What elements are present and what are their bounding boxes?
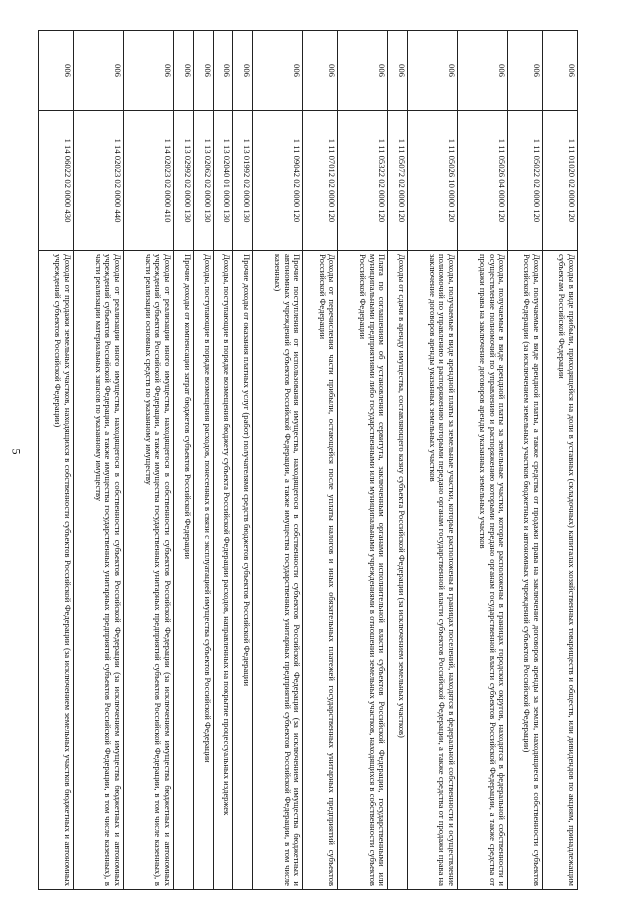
admin-code-cell: 006 — [39, 31, 74, 111]
admin-code-cell: 006 — [338, 31, 388, 111]
revenue-code-cell: 1 11 01020 02 0000 120 — [543, 111, 578, 251]
table-row — [338, 31, 388, 890]
table-row — [174, 31, 194, 890]
table-body — [39, 31, 578, 890]
revenue-name-cell: Доходы, поступающие в порядке возмещения бюджету субъекта Российской Федерации расходов, направленных на покрытие процессуальных издержек — [213, 251, 233, 890]
revenue-code-cell: 1 11 05026 10 0000 120 — [408, 111, 458, 251]
revenue-code-cell: 1 13 02040 01 0000 130 — [213, 111, 233, 251]
table-row — [303, 31, 338, 890]
table-row — [253, 31, 303, 890]
table-row — [233, 31, 253, 890]
admin-code-cell: 006 — [303, 31, 338, 111]
revenue-code-cell: 1 13 02992 02 0000 130 — [174, 111, 194, 251]
revenue-name-cell: Доходы от реализации иного имущества, находящегося в собственности субъектов Российской Федерации (за исключением имущества бюджетных и автономных учреждений субъектов Российской Федерации, а также имущества государственных унитарных предприятий субъектов Российской Федерации, в том числе казенных), в части реализации основных средств по указанному имуществу — [124, 251, 174, 890]
admin-code-cell: 006 — [458, 31, 508, 111]
revenue-code-cell: 1 11 05022 02 0000 120 — [508, 111, 543, 251]
admin-code-cell: 006 — [388, 31, 408, 111]
admin-code-cell: 006 — [124, 31, 174, 111]
admin-code-cell: 006 — [193, 31, 213, 111]
table-row — [213, 31, 233, 890]
admin-code-cell: 006 — [408, 31, 458, 111]
document-page — [38, 30, 578, 890]
revenue-code-cell: 1 14 02023 02 0000 410 — [124, 111, 174, 251]
revenue-name-cell: Доходы, получаемые в виде арендной платы за земельные участки, которые расположены в границах поселений, находятся в федеральной собственности и осуществление полномочий по управлению и распоряжению которыми передано органам государственной власти субъектов Российской Федерации, а также средства от продажи права на заключение договоров аренды указанных земельных участков — [408, 251, 458, 890]
revenue-code-cell: 1 14 06022 02 0000 430 — [39, 111, 74, 251]
revenue-name-cell: Доходы от реализации иного имущества, находящегося в собственности субъектов Российской Федерации (за исключением имущества бюджетных и автономных учреждений субъектов Российской Федерации, а также имущества государственных унитарных предприятий субъектов Российской Федерации, в том числе казенных), в части реализации материальных запасов по указанному имуществу — [73, 251, 123, 890]
table-row — [73, 31, 123, 890]
admin-code-cell: 006 — [543, 31, 578, 111]
table-row — [388, 31, 408, 890]
revenue-name-cell: Доходы, получаемые в виде арендной платы за земельные участки, которые расположены в границах городских округов, находятся в федеральной собственности и осуществление полномочий по управлению и распоряжению которыми передано органам государственной власти субъектов Российской Федерации, а также средства от продажи права на заключение договоров аренды указанных земельных участков — [458, 251, 508, 890]
page-number: 5 — [9, 448, 24, 455]
revenue-name-cell: Доходы от перечисления части прибыли, остающейся после уплаты налогов и иных обязательных платежей государственных унитарных предприятий субъектов Российской Федерации — [303, 251, 338, 890]
revenue-name-cell: Доходы, получаемые в виде арендной платы, а также средства от продажи права на заключение договоров аренды за земли, находящиеся в собственности субъектов Российской Федерации (за исключением земельных участков бюджетных и автономных учреждений субъектов Российской Федерации) — [508, 251, 543, 890]
admin-code-cell: 006 — [508, 31, 543, 111]
admin-code-cell: 006 — [174, 31, 194, 111]
table-row — [508, 31, 543, 890]
table-row — [408, 31, 458, 890]
admin-code-cell: 006 — [233, 31, 253, 111]
admin-code-cell: 006 — [73, 31, 123, 111]
revenue-code-cell: 1 14 02023 02 0000 440 — [73, 111, 123, 251]
revenue-name-cell: Прочие поступления от использования имущества, находящегося в собственности субъектов Российской Федерации (за исключением имущества бюджетных и автономных учреждений субъектов Российской Федерации, а также имущества государственных унитарных предприятий субъектов Российской Федерации, в том числе казенных) — [253, 251, 303, 890]
table-row — [193, 31, 213, 890]
revenue-code-cell: 1 11 05322 02 0000 120 — [338, 111, 388, 251]
revenue-code-cell: 1 11 09042 02 0000 120 — [253, 111, 303, 251]
revenue-code-cell: 1 13 01992 02 0000 130 — [233, 111, 253, 251]
revenue-name-cell: Доходы от сдачи в аренду имущества, составляющего казну субъекта Российской Федерации (за исключением земельных участков) — [388, 251, 408, 890]
revenue-name-cell: Доходы от продажи земельных участков, находящихся в собственности субъектов Российской Федерации (за исключением земельных участков бюджетных и автономных учреждений субъектов Российской Федерации) — [39, 251, 74, 890]
revenue-codes-table — [38, 30, 578, 890]
revenue-code-cell: 1 11 05072 02 0000 120 — [388, 111, 408, 251]
revenue-name-cell: Плата по соглашениям об установлении сервитута, заключенным органами исполнительной власти субъектов Российской Федерации, государственными или муниципальными предприятиями либо государственными или муниципальными учреждениями в отношении земельных участков, находящихся в собственности субъектов Российской Федерации — [338, 251, 388, 890]
revenue-name-cell: Прочие доходы от компенсации затрат бюджетов субъектов Российской Федерации — [174, 251, 194, 890]
admin-code-cell: 006 — [253, 31, 303, 111]
table-row — [124, 31, 174, 890]
table-row — [543, 31, 578, 890]
revenue-code-cell: 1 13 02062 02 0000 130 — [193, 111, 213, 251]
table-row — [458, 31, 508, 890]
revenue-name-cell: Доходы в виде прибыли, приходящейся на доли в уставных (складочных) капиталах хозяйственных товариществ и обществ, или дивидендов по акциям, принадлежащим субъектам Российской Федерации — [543, 251, 578, 890]
revenue-name-cell: Прочие доходы от оказания платных услуг (работ) получателями средств бюджетов субъектов Российской Федерации — [233, 251, 253, 890]
table-row — [39, 31, 74, 890]
revenue-code-cell: 1 11 07012 02 0000 120 — [303, 111, 338, 251]
admin-code-cell: 006 — [213, 31, 233, 111]
revenue-code-cell: 1 11 05026 04 0000 120 — [458, 111, 508, 251]
revenue-name-cell: Доходы, поступающие в порядке возмещения расходов, понесенных в связи с эксплуатацией имущества субъектов Российской Федерации — [193, 251, 213, 890]
